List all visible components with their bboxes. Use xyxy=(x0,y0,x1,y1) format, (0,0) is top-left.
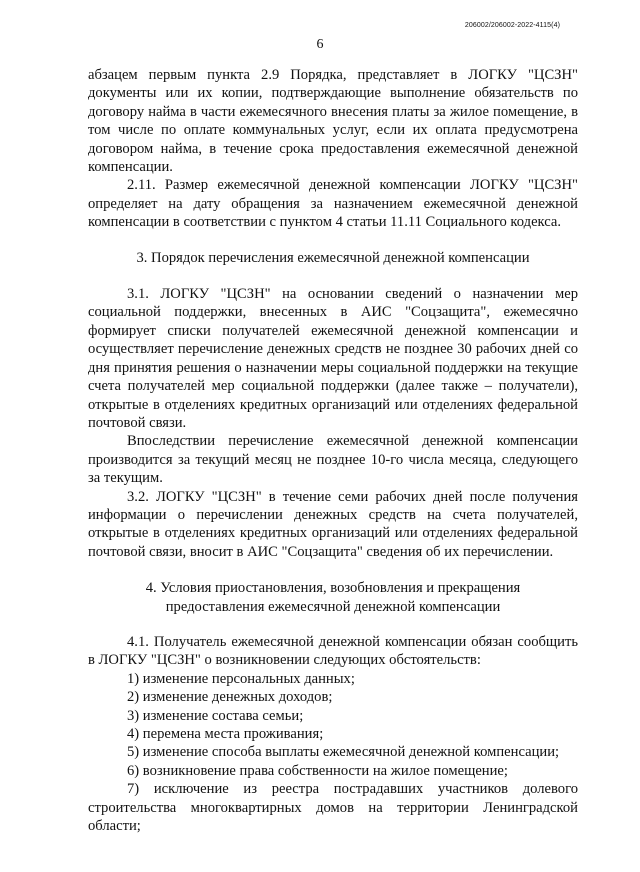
section-4-heading xyxy=(88,579,578,616)
list-item: 2) изменение денежных доходов; xyxy=(127,689,333,706)
document-id: 206002/206002-2022-4115(4) xyxy=(464,22,560,29)
section-4-heading-line2: предоставления ежемесячной денежной компенсации xyxy=(165,598,501,615)
section-3-heading: 3. Порядок перечисления ежемесячной денежной компенсации xyxy=(136,249,530,266)
paragraph-4-1: 4.1. Получатель ежемесячной денежной компенсации обязан сообщить в ЛОГКУ "ЦСЗН" о возникновении следующих обстоятельств: xyxy=(88,633,578,669)
circumstances-list xyxy=(88,670,578,836)
paragraph-continuation: абзацем первым пункта 2.9 Порядка, представляет в ЛОГКУ "ЦСЗН" документы или их копии, подтверждающие выполнение обязательств по договору найма в части ежемесячного внесения платы за жилое помещение, в том числе по оплате коммунальных услуг, если их оплата предусмотрена договором найма, в течение срока предоставления ежемесячной денежной компенсации. xyxy=(88,67,578,176)
paragraph-3-1-continued: Впоследствии перечисление ежемесячной денежной компенсации производится за текущий месяц не позднее 10-го числа месяца, следующего за текущим. xyxy=(88,433,578,487)
document-body xyxy=(88,66,578,835)
list-item: 3) изменение состава семьи; xyxy=(127,707,304,724)
list-item: 7) исключение из реестра пострадавших участников долевого строительства многоквартирных домов на территории Ленинградской области; xyxy=(88,781,578,835)
paragraph-3-2: 3.2. ЛОГКУ "ЦСЗН" в течение семи рабочих дней после получения информации о перечислении денежных средств на счета получателей, открытые в отделениях кредитных организаций или отделениях федеральной почтовой связи, вносит в АИС "Соцзащита" сведения об их перечислении. xyxy=(88,488,578,560)
list-item: 5) изменение способа выплаты ежемесячной денежной компенсации; xyxy=(127,744,560,761)
page-number: 6 xyxy=(316,37,324,52)
paragraph-2-11: 2.11. Размер ежемесячной денежной компенсации ЛОГКУ "ЦСЗН" определяет на дату обращения за назначением ежемесячной денежной компенсации в соответствии с пунктом 4 статьи 11.11 Социального кодекса. xyxy=(88,177,578,231)
section-4-heading-line1: 4. Условия приостановления, возобновления и прекращения xyxy=(145,580,521,597)
list-item: 6) возникновение права собственности на жилое помещение; xyxy=(127,762,508,779)
list-item: 4) перемена места проживания; xyxy=(127,726,324,742)
paragraph-3-1: 3.1. ЛОГКУ "ЦСЗН" на основании сведений о назначении мер социальной поддержки, внесенных в АИС "Соцзащита", ежемесячно формирует списки получателей ежемесячной денежной компенсации и осуществляет перечисление денежных средств не позднее 30 рабочих дней со дня принятия решения о назначении меры социальной поддержки на текущие счета получателей мер социальной поддержки (далее также – получатели), открытые в отделениях кредитных организаций или отделениях федеральной почтовой связи. xyxy=(88,286,578,431)
list-item: 1) изменение персональных данных; xyxy=(127,670,355,687)
